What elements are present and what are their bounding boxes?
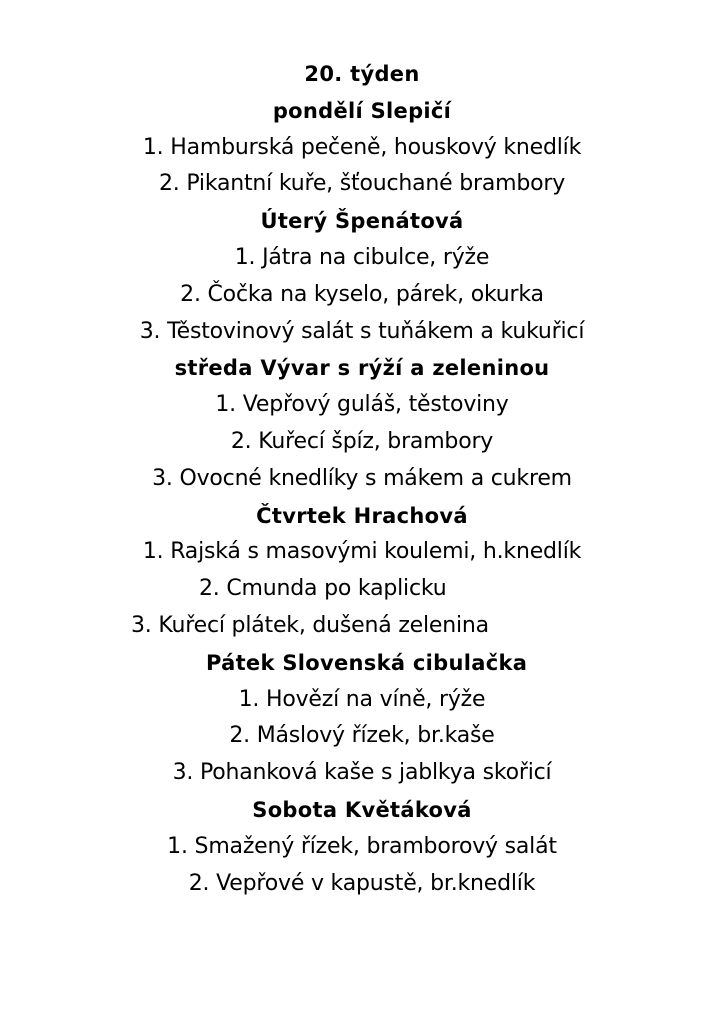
menu-item: 2. Vepřové v kapustě, br.knedlík [188,870,536,896]
menu-item: 1. Vepřový guláš, těstoviny [215,392,509,418]
day-heading-tuesday: Úterý Špenátová [260,209,464,234]
menu-item: 3. Těstovinový salát s tuňákem a kukuřicí [139,318,585,344]
day-heading-saturday: Sobota Květáková [252,797,472,822]
menu-item: 2. Máslový řízek, br.kaše [229,723,495,749]
menu-item: 1. Hovězí na víně, rýže [238,686,486,712]
menu-item: 3. Kuřecí plátek, dušená zelenina [131,612,489,638]
weekly-menu [0,56,724,902]
day-heading-wednesday: středa Vývar s rýží a zeleninou [174,356,550,381]
week-title: 20. týden [304,62,420,86]
menu-item: 1. Hamburská pečeně, houskový knedlík [142,134,582,160]
menu-item: 2. Cmunda po kaplicku [199,576,447,602]
menu-item: 2. Čočka na kyselo, párek, okurka [180,281,544,307]
menu-item: 2. Pikantní kuře, šťouchané brambory [158,171,566,197]
menu-item: 1. Játra na cibulce, rýže [234,244,490,270]
day-heading-friday: Pátek Slovenská cibulačka [206,650,528,675]
day-heading-monday: pondělí Slepičí [272,98,452,123]
day-heading-thursday: Čtvrtek Hrachová [256,503,468,528]
menu-item: 3. Ovocné knedlíky s mákem a cukrem [152,465,572,491]
menu-item: 2. Kuřecí špíz, brambory [230,428,494,454]
menu-item: 3. Pohanková kaše s jablkya skořicí [172,760,552,786]
menu-item: 1. Smažený řízek, bramborový salát [167,833,557,859]
menu-item: 1. Rajská s masovými koulemi, h.knedlík [142,539,582,565]
